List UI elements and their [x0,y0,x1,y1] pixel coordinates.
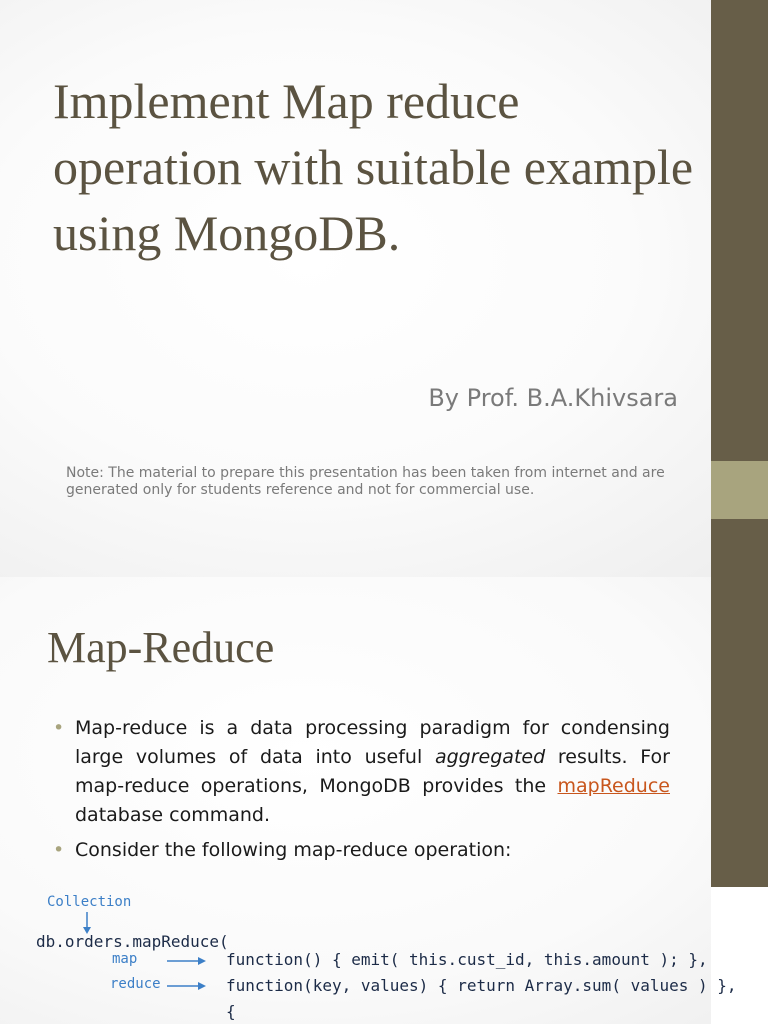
map-arrowhead-icon [198,957,206,965]
slide-title: Implement Map reduce operation with suitable example using MongoDB. [53,73,694,261]
reduce-arrowhead-icon [198,982,206,990]
slide-heading: Map-Reduce [47,623,275,672]
reduce-function-code: function(key, values) { return Array.sum( values ) }, [226,976,737,995]
bullet-text: database command. [75,804,271,826]
disclaimer-note: Note: The material to prepare this presentation has been taken from internet and are generated only for students reference and not for commercial use. [66,465,665,498]
bullet-dot-icon: • [53,839,65,861]
code-line: db.orders.mapReduce( [36,932,229,951]
side-band [711,577,768,887]
author-byline: By Prof. B.A.Khivsara [428,384,678,412]
side-band-accent [711,461,768,519]
side-band [711,0,768,461]
bullet-text: Consider the following map-reduce operation: [75,839,512,861]
map-function-code: function() { emit( this.cust_id, this.amount ); }, [226,950,708,969]
bullet-dot-icon: • [53,717,65,739]
bullet-text: Map-reduce is a data processing paradigm for condensing large volumes of data into useful [75,717,670,768]
side-band [711,519,768,577]
collection-label: Collection [47,894,132,910]
mapreduce-link[interactable]: mapReduce [557,775,670,797]
bullet-text: results. For map-reduce operations, MongoDB provides the [75,746,670,797]
code-line: { [226,1002,236,1021]
slide-2 [0,577,768,1024]
bullet-emphasis: aggregated [434,746,546,768]
reduce-label: reduce [110,976,161,992]
map-label: map [112,951,138,967]
side-band-gap [711,887,768,1024]
